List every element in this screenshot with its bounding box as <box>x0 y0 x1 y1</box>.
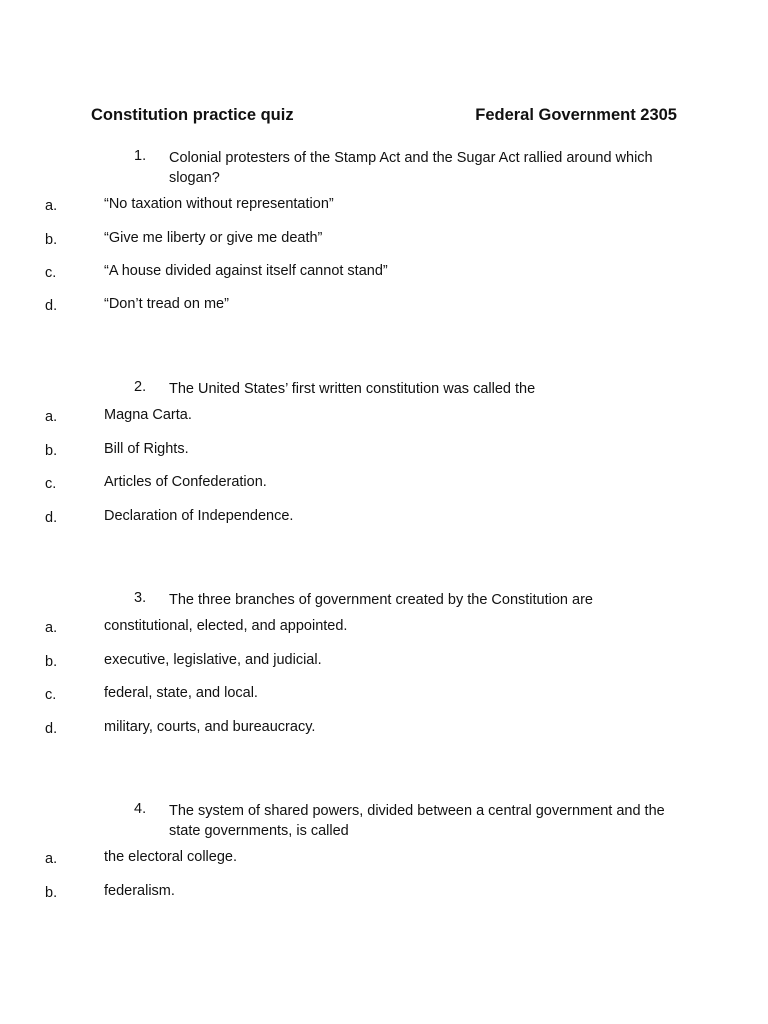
option-letter: a. <box>45 409 58 425</box>
option-letter: d. <box>45 298 58 314</box>
option-4b <box>45 883 525 903</box>
question-number: 1. <box>134 148 147 164</box>
option-3c <box>45 685 525 705</box>
question-text: The system of shared powers, divided between a central government and the state governments, is called <box>169 803 665 839</box>
option-letter: c. <box>45 265 57 281</box>
option-letter: b. <box>45 885 58 901</box>
question-text: The three branches of government created by the Constitution are <box>169 592 593 608</box>
option-1c <box>45 263 525 283</box>
option-3a <box>45 618 525 638</box>
course-name: Federal Government 2305 <box>475 106 677 124</box>
option-text: federal, state, and local. <box>104 685 258 701</box>
option-text: executive, legislative, and judicial. <box>104 652 322 668</box>
option-letter: a. <box>45 620 58 636</box>
option-2a <box>45 407 525 427</box>
option-text: “A house divided against itself cannot stand” <box>104 263 388 279</box>
quiz-title: Constitution practice quiz <box>91 106 294 124</box>
option-letter: a. <box>45 198 58 214</box>
option-text: “Don’t tread on me” <box>104 296 229 312</box>
option-letter: d. <box>45 510 58 526</box>
document-header <box>91 106 677 128</box>
option-text: Declaration of Independence. <box>104 508 294 524</box>
question-number: 4. <box>134 801 147 817</box>
option-2c <box>45 474 525 494</box>
option-text: Magna Carta. <box>104 407 192 423</box>
option-text: the electoral college. <box>104 849 237 865</box>
question-number: 3. <box>134 590 147 606</box>
option-letter: d. <box>45 721 58 737</box>
option-text: “Give me liberty or give me death” <box>104 230 323 246</box>
option-2b <box>45 441 525 461</box>
question-text: Colonial protesters of the Stamp Act and the Sugar Act rallied around which slogan? <box>169 150 653 186</box>
option-text: military, courts, and bureaucracy. <box>104 719 316 735</box>
option-1b <box>45 230 525 250</box>
option-letter: c. <box>45 476 57 492</box>
option-letter: c. <box>45 687 57 703</box>
option-2d <box>45 508 525 528</box>
question-number: 2. <box>134 379 147 395</box>
option-text: Bill of Rights. <box>104 441 189 457</box>
option-1a <box>45 196 525 216</box>
option-1d <box>45 296 525 316</box>
question-text: The United States’ first written constitution was called the <box>169 381 536 397</box>
option-letter: b. <box>45 654 58 670</box>
option-text: federalism. <box>104 883 175 899</box>
option-letter: a. <box>45 851 58 867</box>
option-text: “No taxation without representation” <box>104 196 334 212</box>
option-4a <box>45 849 525 869</box>
option-text: Articles of Confederation. <box>104 474 267 490</box>
option-letter: b. <box>45 443 58 459</box>
option-letter: b. <box>45 232 58 248</box>
option-text: constitutional, elected, and appointed. <box>104 618 348 634</box>
option-3d <box>45 719 525 739</box>
option-3b <box>45 652 525 672</box>
